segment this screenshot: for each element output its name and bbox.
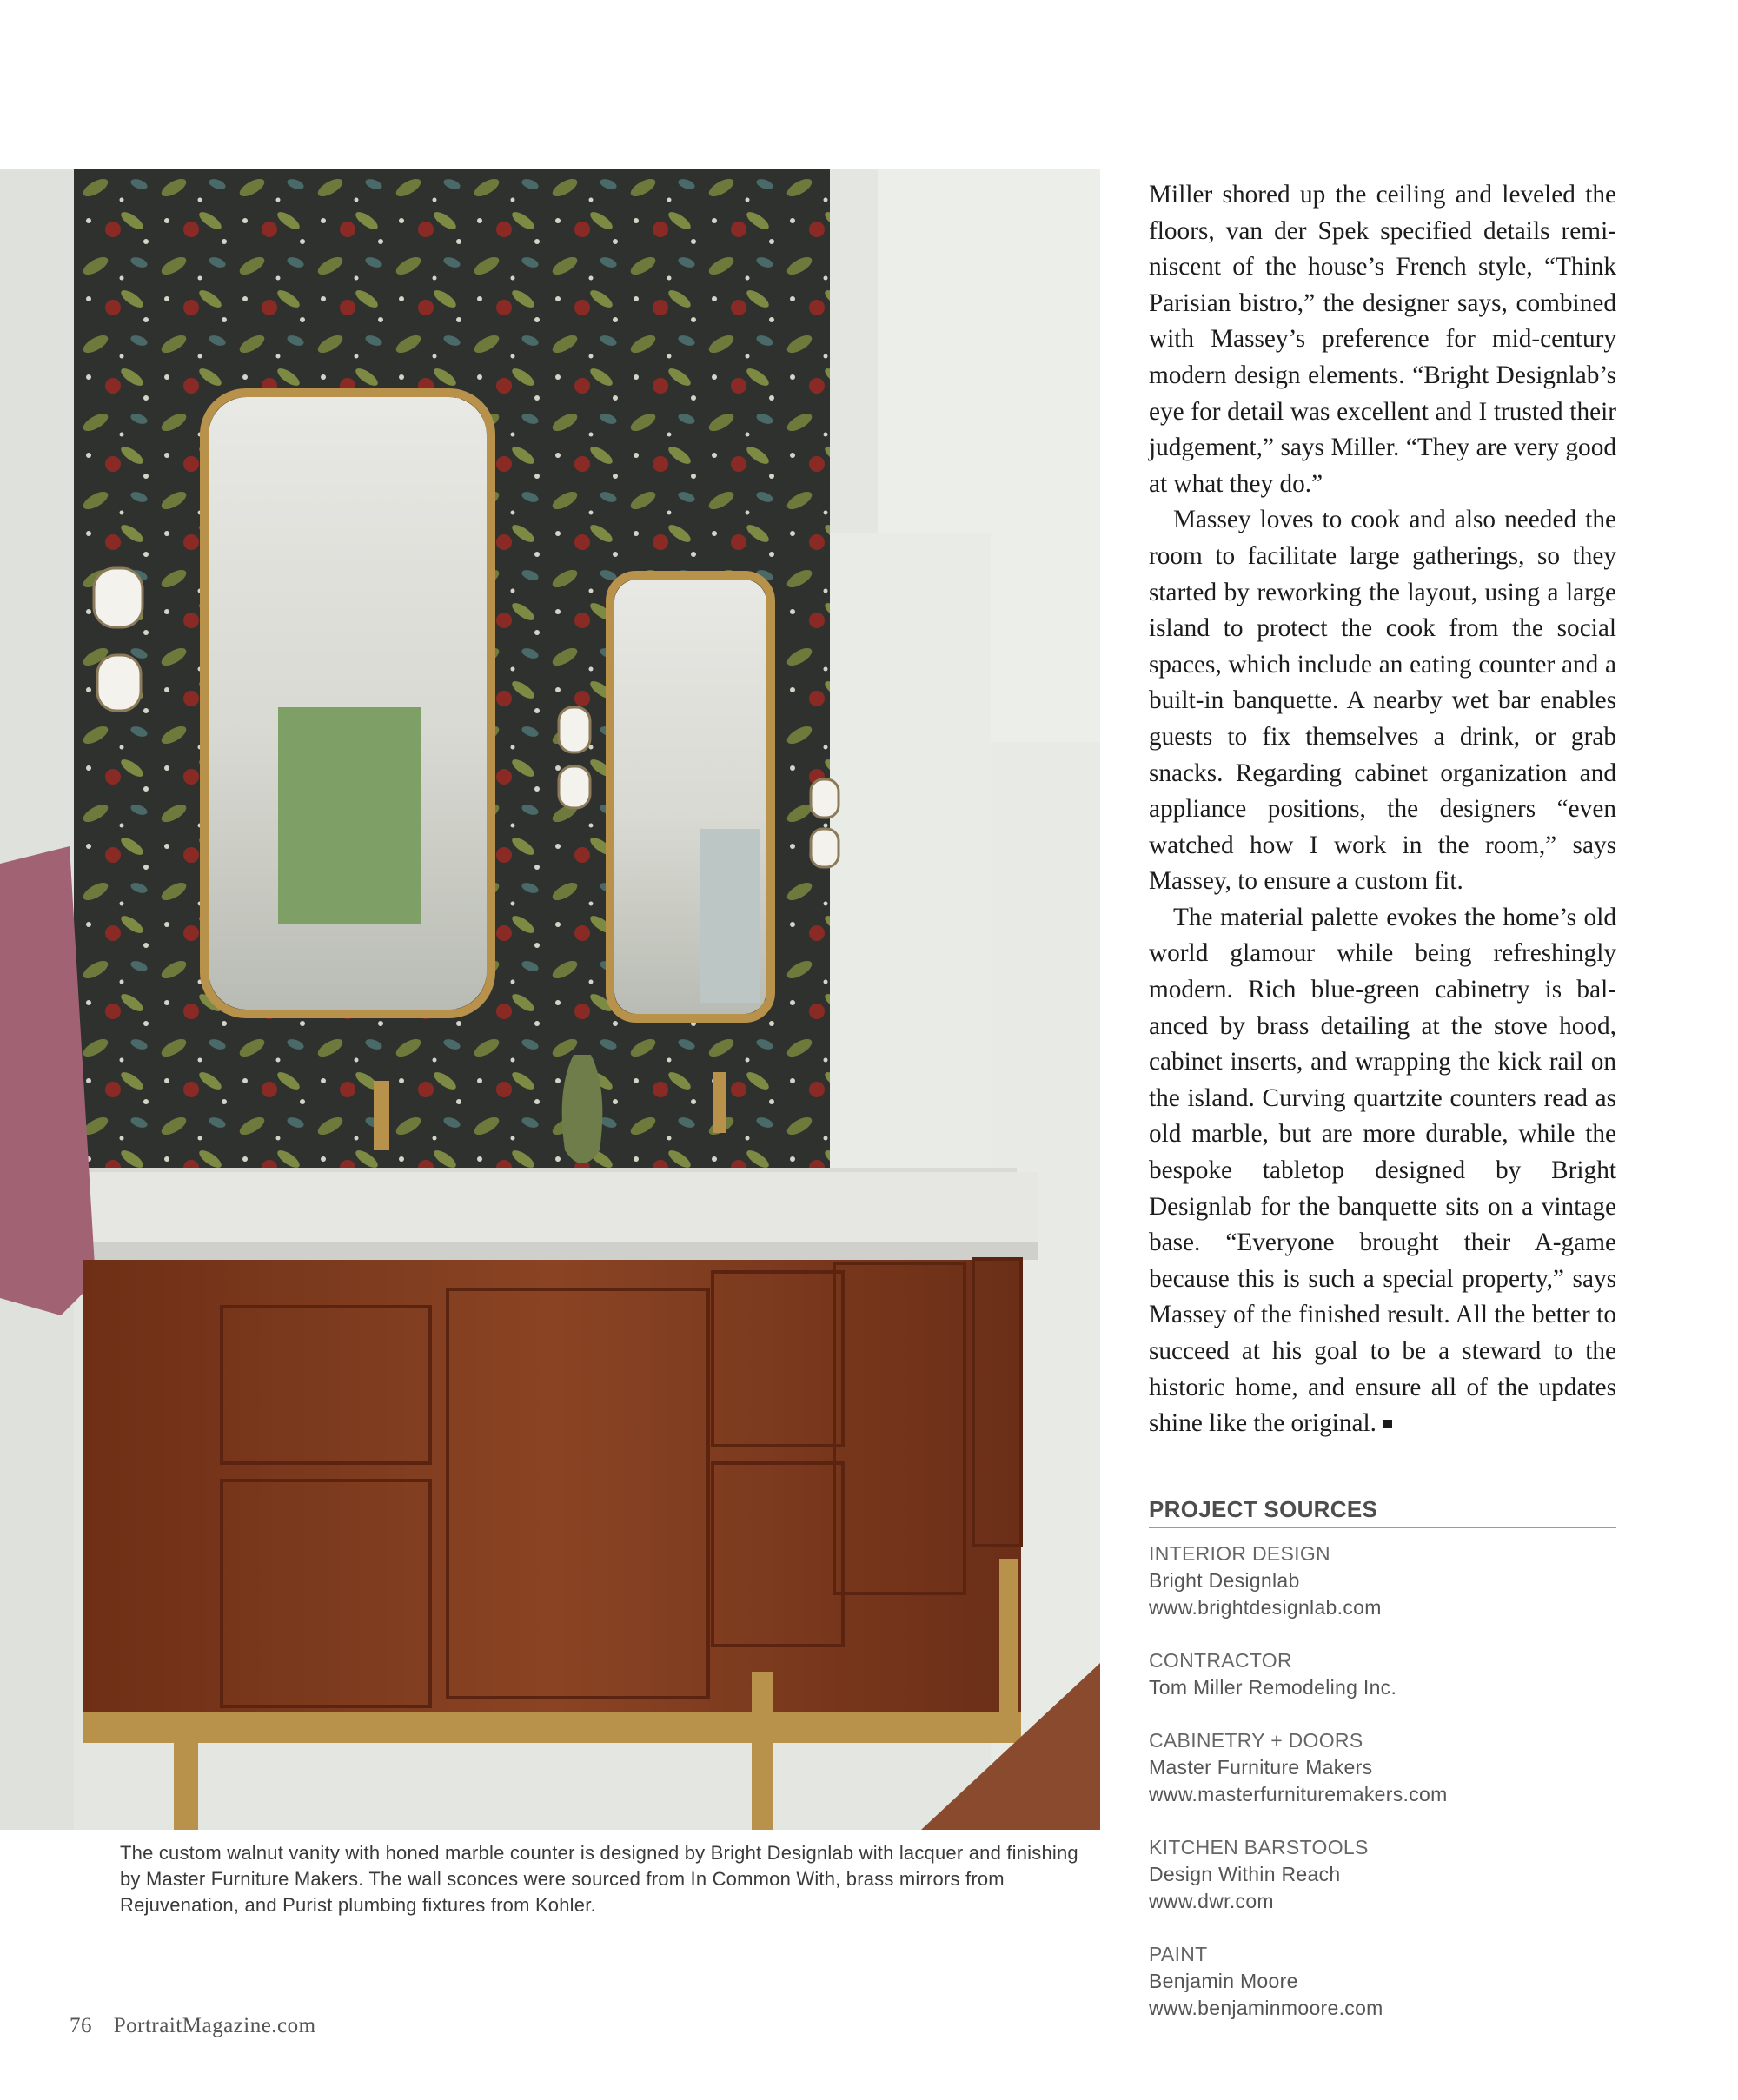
source-url[interactable]: www.brightdesignlab.com [1149,1596,1382,1619]
photo-caption: The custom walnut vanity with honed marble counter is designed by Bright Designlab with lacquer and finishing by Master Furniture Makers. The wall sconces were sourced from In Common With, brass mirrors from Rejuvenation, and Purist plumbing fixtures from Kohler. [120,1842,1078,1916]
source-name: Tom Miller Remodeling Inc. [1149,1676,1397,1699]
source-category: CABINETRY + DOORS [1149,1729,1363,1752]
source-group [1149,1941,1616,2022]
vanity-photo [0,169,1100,1830]
page-footer [70,2014,316,2038]
sources-heading: PROJECT SOURCES [1149,1494,1616,1528]
source-category: KITCHEN BARSTOOLS [1149,1836,1369,1858]
source-category: INTERIOR DESIGN [1149,1542,1330,1565]
article-paragraph-text: Massey loves to cook and also needed the room to facilitate large gatherings, so they started by reworking the layout, using a large island to protect the cook from the social spaces, which include an eating counter and a built-in banquette. A nearby wet bar enables guests to fix themselves a drink, or grab snacks. Regarding cabinet organization and appliance positions, the designers “even watched how I work in the room,” says Massey, to ensure a custom fit. [1149,506,1616,896]
source-name: Design Within Reach [1149,1863,1341,1885]
article-paragraph [1149,900,1616,1442]
site-name[interactable]: PortraitMagazine.com [113,2014,316,2037]
source-category: CONTRACTOR [1149,1649,1292,1672]
source-category: PAINT [1149,1943,1208,1965]
source-group [1149,1540,1616,1621]
source-name: Bright Designlab [1149,1569,1300,1592]
source-url[interactable]: www.masterfurnituremakers.com [1149,1783,1448,1805]
end-mark-icon [1383,1420,1392,1428]
bathroom-vanity-image [0,169,1100,1830]
source-name: Benjamin Moore [1149,1970,1298,1992]
source-group [1149,1727,1616,1808]
source-url[interactable]: www.dwr.com [1149,1890,1274,1912]
article-paragraph: Miller shored up the ceiling and leveled the floors, van der Spek specified details reminiscent of the house’s French style, “Think Parisian bistro,” the designer says, combined with Massey’s preference for mid-century modern design elements. “Bright Designlab’s eye for detail was excellent and I trusted their judgement,” says Miller. “They are very good at what they do.” [1149,181,1616,498]
source-group [1149,1647,1616,1701]
project-sources [1149,1494,1616,2048]
article-paragraph-text: The material palette evokes the home’s old world glamour while being refreshingly modern. Rich blue-green cabinetry is balanced by brass detailing at the stove hood, cabinet inserts, and wrapping the kick rail on the island. Curving quartzite counters read as old marble, but are more durable, while the bespoke tabletop designed by Bright Designlab for the banquette sits on a vintage base. “Everyone brought their A-game because this is such a special property,” says Massey of the finished result. All the better to succeed at his goal to be a steward to the historic home, and ensure all of the updates shine like the original. [1149,903,1616,1438]
source-url[interactable]: www.benjaminmoore.com [1149,1997,1383,2019]
article-body [1149,177,1616,1442]
article-paragraph [1149,502,1616,900]
source-name: Master Furniture Makers [1149,1756,1373,1779]
source-group [1149,1834,1616,1915]
page-number: 76 [70,2014,92,2037]
